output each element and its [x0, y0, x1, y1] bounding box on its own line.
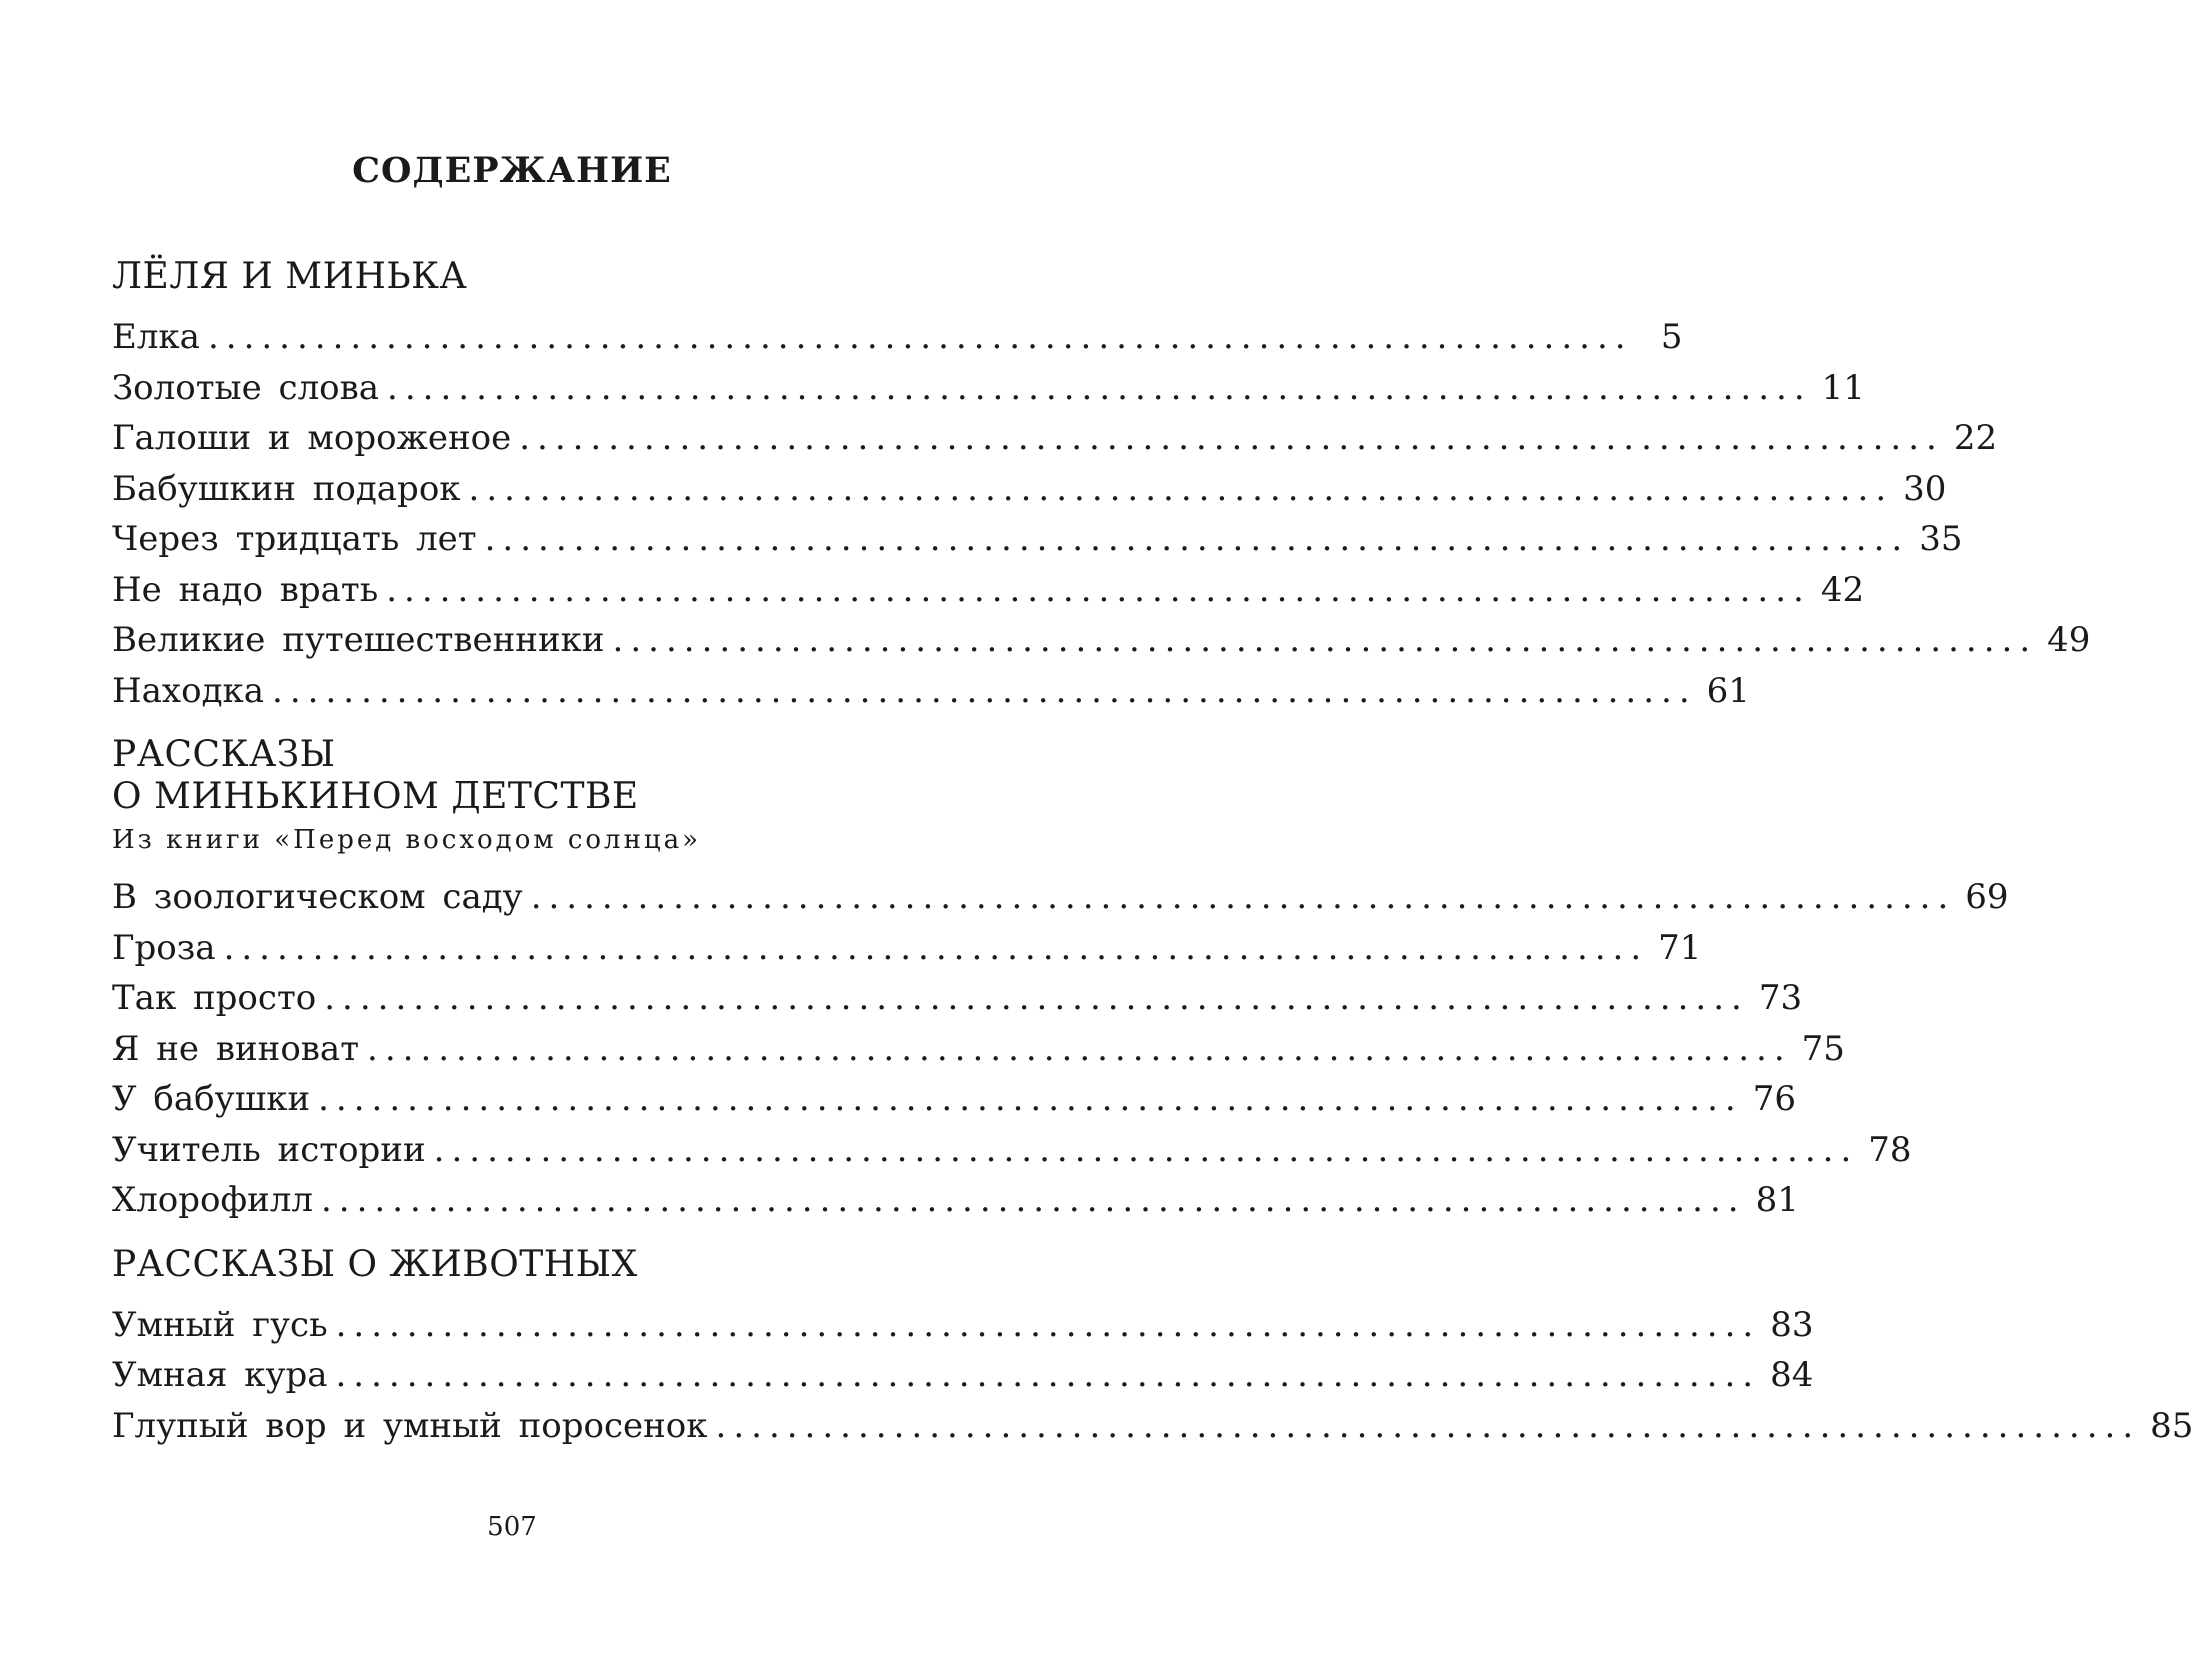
- toc-entry: [112, 1350, 1814, 1401]
- toc-entry-title: Елка: [112, 317, 200, 357]
- toc-entry-page: 71: [1658, 927, 1702, 968]
- toc-entry-page: 35: [1919, 519, 1963, 559]
- toc-leader-dots: ................................................................................: [223, 927, 1649, 968]
- toc-leader-dots: ................................................................................: [335, 1355, 1761, 1395]
- toc-entry-page: 81: [1755, 1180, 1799, 1220]
- toc-leader-dots: ................................................................................: [367, 1028, 1792, 1069]
- section-heading-line: РАССКАЗЫ О ЖИВОТНЫХ: [112, 1243, 638, 1285]
- toc-entry: [112, 464, 1947, 515]
- toc-entry-title: Галоши и мороженое: [112, 418, 512, 458]
- toc-entry: [112, 1401, 2193, 1452]
- toc-entry: [112, 666, 1750, 717]
- toc-entry-title: Умная кура: [112, 1355, 328, 1395]
- toc-leader-dots: ................................................................................: [484, 519, 1910, 559]
- section-heading: [112, 734, 872, 818]
- toc-entry: [112, 923, 1702, 974]
- toc-entry-page: 5: [1660, 317, 1683, 357]
- toc-entry-title: Гроза: [112, 927, 216, 968]
- toc-entry: [112, 973, 1803, 1024]
- toc-entry-page: 42: [1820, 569, 1865, 610]
- toc-entry-page: 76: [1752, 1079, 1796, 1119]
- toc-leader-dots: ................................................................................: [387, 367, 1812, 408]
- page-title: СОДЕРЖАНИЕ: [352, 150, 672, 191]
- page-number: 507: [487, 1512, 537, 1542]
- toc-entry-title: Хлорофилл: [112, 1180, 313, 1220]
- toc-leader-dots: ................................................................................: [530, 877, 1956, 917]
- toc-leader-dots: ................................................................................: [272, 670, 1697, 711]
- toc-leader-dots: ................................................................................: [715, 1405, 2141, 1446]
- toc-entry: [112, 363, 1865, 414]
- toc-entry: [112, 615, 2091, 666]
- toc-entry: [112, 1300, 1814, 1351]
- toc-entry-page: 69: [1965, 877, 2009, 917]
- toc-entry: [112, 1024, 1845, 1075]
- toc-leader-dots: ................................................................................: [468, 468, 1894, 509]
- section-heading-line: ЛЁЛЯ И МИНЬКА: [112, 256, 468, 297]
- section-heading: [112, 1244, 872, 1286]
- section-heading: [112, 256, 872, 298]
- toc-leader-dots: ................................................................................: [318, 1079, 1743, 1119]
- toc-leader-dots: ................................................................................: [433, 1129, 1859, 1170]
- toc-entry: [112, 872, 2009, 923]
- toc-leader-dots: ................................................................................: [519, 418, 1944, 458]
- toc-entry-title: Я не виноват: [112, 1028, 360, 1069]
- toc-entry: [112, 565, 1865, 616]
- toc-entry-page: 75: [1801, 1028, 1845, 1069]
- toc-entry: [112, 312, 1683, 363]
- toc-entry-title: Глупый вор и умный поросенок: [112, 1405, 708, 1446]
- toc-entry-page: 83: [1770, 1304, 1814, 1345]
- toc-list: [112, 1300, 2193, 1452]
- toc-section: [112, 734, 2009, 1226]
- section-heading-line: О МИНЬКИНОМ ДЕТСТВЕ: [112, 776, 639, 817]
- toc-entry-page: 78: [1868, 1129, 1912, 1170]
- toc-entry-title: Учитель истории: [112, 1129, 426, 1170]
- toc-entry-page: 11: [1821, 367, 1865, 408]
- toc-entry-page: 73: [1758, 978, 1803, 1018]
- toc-entry-page: 61: [1706, 670, 1750, 711]
- toc-entry: [112, 1175, 1799, 1226]
- toc-section: [112, 256, 2091, 716]
- toc-section: [112, 1243, 2193, 1452]
- toc-leader-dots: ................................................................................: [386, 569, 1811, 610]
- toc-leader-dots: ................................................................................: [324, 978, 1749, 1018]
- toc-entry-page: 84: [1770, 1355, 1814, 1395]
- toc-entry-page: 85: [2150, 1405, 2193, 1446]
- toc-entry: [112, 413, 1998, 464]
- toc-entry-title: В зоологическом саду: [112, 877, 523, 917]
- toc-entry: [112, 1074, 1796, 1125]
- section-subtitle: Из книги «Перед восходом солнца»: [112, 825, 702, 855]
- toc-entry-title: У бабушки: [112, 1079, 311, 1119]
- toc-leader-dots: ................................................................................: [335, 1304, 1761, 1345]
- toc-entry-title: Через тридцать лет: [112, 519, 477, 559]
- toc-entry: [112, 514, 1963, 565]
- toc-entry-title: Бабушкин подарок: [112, 468, 461, 509]
- section-heading-line: РАССКАЗЫ: [112, 734, 336, 775]
- toc-entry-page: 22: [1953, 418, 1998, 458]
- toc-leader-dots: ................................................................................: [320, 1180, 1746, 1220]
- toc-leader-dots: ................................................................................: [612, 620, 2038, 660]
- toc-list: [112, 312, 2091, 716]
- toc-entry-title: Так просто: [112, 978, 317, 1018]
- toc-entry-title: Великие путешественники: [112, 620, 605, 660]
- toc-entry: [112, 1125, 1912, 1176]
- toc-entry-page: 49: [2047, 620, 2091, 660]
- toc-entry-title: Не надо врать: [112, 569, 379, 610]
- toc-list: [112, 872, 2009, 1226]
- toc-leader-dots: ................................................................................: [207, 317, 1633, 357]
- toc-entry-title: Золотые слова: [112, 367, 380, 408]
- toc-entry-page: 30: [1903, 468, 1947, 509]
- table-of-contents: [112, 256, 2193, 1451]
- toc-entry-title: Умный гусь: [112, 1304, 328, 1345]
- toc-entry-title: Находка: [112, 670, 265, 711]
